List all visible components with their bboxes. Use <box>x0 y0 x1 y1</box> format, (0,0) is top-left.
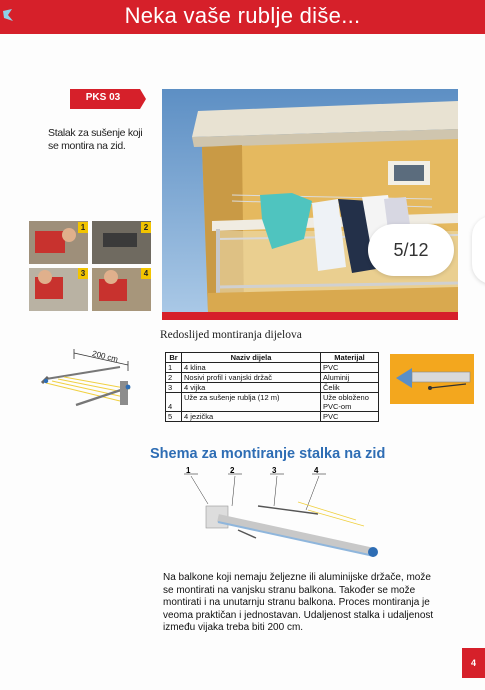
product-photo <box>162 89 458 312</box>
page-title: Neka vaše rublje diše... <box>124 3 361 28</box>
step-number-4: 4 <box>141 268 151 279</box>
table-header-row <box>166 353 379 363</box>
next-page-button[interactable] <box>472 216 485 284</box>
product-code: PKS 03 <box>85 92 121 103</box>
step-number-1: 1 <box>78 222 88 233</box>
parts-table <box>165 352 379 422</box>
header-bar <box>0 0 485 34</box>
photo-underline <box>162 312 458 320</box>
schema-label-3: 3 <box>272 466 277 475</box>
step-number-2: 2 <box>141 222 151 233</box>
dimension-label: 200 cm <box>91 348 119 365</box>
cell-material: Čelik <box>321 383 379 393</box>
column-header: Br <box>166 353 182 363</box>
cell-name: Nosivi profil i vanjski držač <box>182 373 321 383</box>
cell-name: 4 jezička <box>182 412 321 422</box>
schema-label-4: 4 <box>314 466 319 475</box>
cell-name: 4 klina <box>182 363 321 373</box>
schema-label-1: 1 <box>186 466 191 475</box>
page-number: 4 <box>462 648 485 678</box>
cell-name: Uže za sušenje rublja (12 m) <box>182 393 321 412</box>
table-row <box>166 373 379 383</box>
cell-number: 1 <box>166 363 182 373</box>
installation-steps-photos <box>29 221 151 311</box>
step-number-3: 3 <box>78 268 88 279</box>
column-header: Naziv dijela <box>182 353 321 363</box>
table-row <box>166 412 379 422</box>
installation-description: Na balkone koji nemaju željezne ili aluminijske držače, može se montirati na vanjsku stranu balkona. Također se može montirati i na unutarnju stranu balkona. Proces montiranja je veoma praktičan i jednostavan. Udaljenost stalka i udaljenost između vijaka treba biti 200 cm. <box>163 572 434 634</box>
assembly-order-title: Redoslijed montiranja dijelova <box>160 329 302 341</box>
mounting-detail-image <box>390 354 474 404</box>
column-header: Materijal <box>321 353 379 363</box>
cell-material: PVC <box>321 363 379 373</box>
cell-number: 2 <box>166 373 182 383</box>
schema-title: Shema za montiranje stalka na zid <box>150 446 386 462</box>
table-row <box>166 383 379 393</box>
cell-number: 3 <box>166 383 182 393</box>
cell-material: PVC <box>321 412 379 422</box>
cell-name: 4 vijka <box>182 383 321 393</box>
cell-material: Uže obloženo PVC-om <box>321 393 379 412</box>
page-indicator[interactable]: 5/12 <box>368 224 454 276</box>
schema-label-2: 2 <box>230 466 235 475</box>
cell-number: 4 <box>166 393 182 412</box>
cell-number: 5 <box>166 412 182 422</box>
table-row <box>166 393 379 412</box>
table-row <box>166 363 379 373</box>
product-caption: Stalak za sušenje koji se montira na zid. <box>48 127 143 152</box>
dryer-illustration <box>36 345 136 417</box>
cell-material: Aluminij <box>321 373 379 383</box>
mounting-schema <box>178 466 378 570</box>
